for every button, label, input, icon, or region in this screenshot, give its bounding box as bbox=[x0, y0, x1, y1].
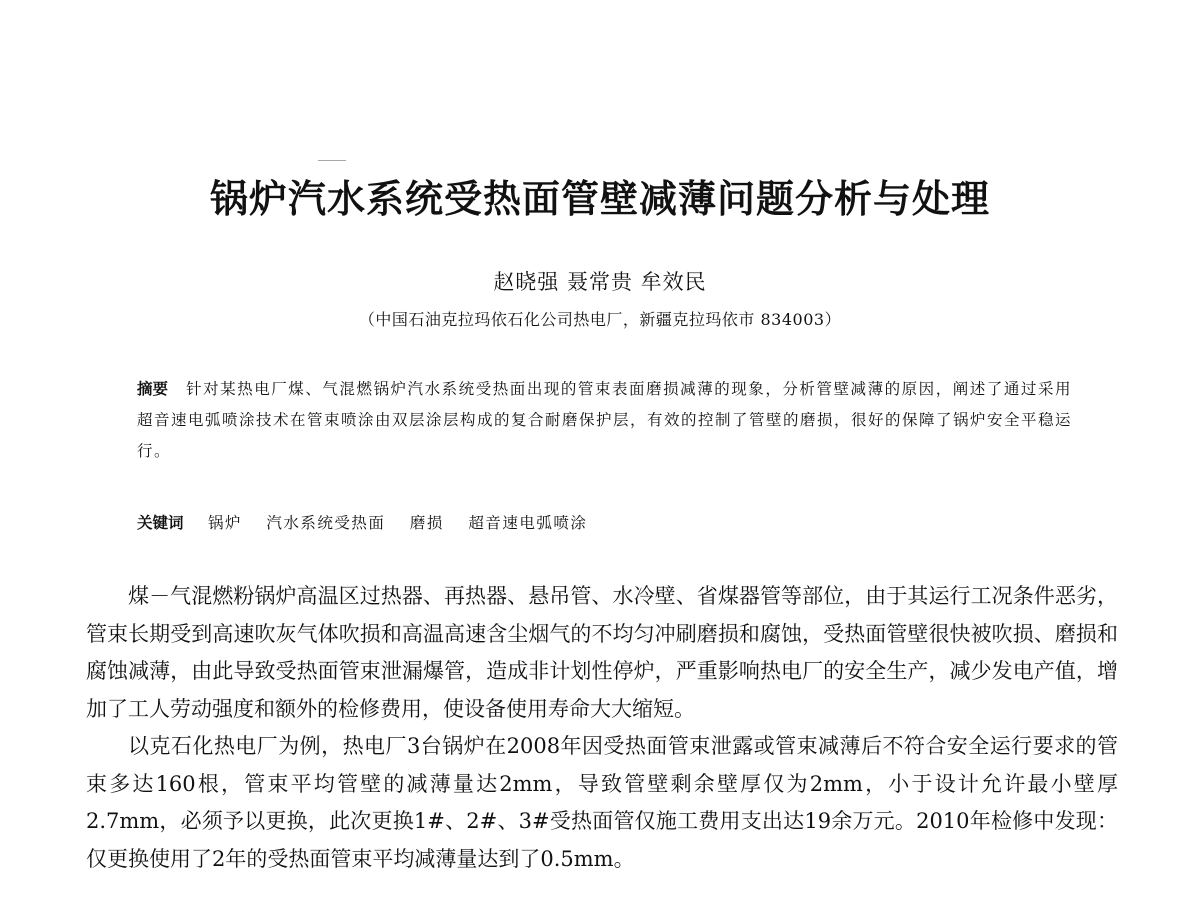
paper-affiliation: （中国石油克拉玛依石化公司热电厂，新疆克拉玛依市 834003） bbox=[358, 310, 842, 329]
keyword: 锅炉 bbox=[207, 514, 242, 532]
abstract-text: 针对某热电厂煤、气混燃锅炉汽水系统受热面出现的管束表面磨损减薄的现象，分析管壁减薄的原因，阐述了通过采用超音速电弧喷涂技术在管束喷涂由双层涂层构成的复合耐磨保护层，有效的控制了管壁的磨损，很好的保障了锅炉安全平稳运行。 bbox=[137, 380, 1073, 460]
body-paragraph: 煤－气混燃粉锅炉高温区过热器、再热器、悬吊管、水冷壁、省煤器管等部位，由于其运行工况条件恶劣，管束长期受到高速吹灰气体吹损和高温高速含尘烟气的不均匀冲刷磨损和腐蚀，受热面管壁很快被吹损、磨损和腐蚀减薄，由此导致受热面管束泄漏爆管，造成非计划性停炉，严重影响热电厂的安全生产，减少发电产值，增加了工人劳动强度和额外的检修费用，使设备使用寿命大大缩短。 bbox=[86, 584, 1118, 721]
paper-authors: 赵晓强 聂常贵 牟效民 bbox=[493, 270, 707, 294]
abstract-label: 摘要 bbox=[137, 380, 169, 398]
abstract bbox=[137, 374, 1072, 467]
keyword: 汽水系统受热面 bbox=[266, 514, 386, 532]
keyword: 超音速电弧喷涂 bbox=[468, 514, 588, 532]
keywords bbox=[137, 511, 1072, 533]
keywords-label: 关键词 bbox=[137, 514, 184, 532]
paper-title: 锅炉汽水系统受热面管壁减薄问题分析与处理 bbox=[209, 177, 990, 221]
keyword: 磨损 bbox=[409, 514, 444, 532]
body-text bbox=[86, 578, 1118, 878]
scan-speck bbox=[318, 160, 346, 161]
body-paragraph: 以克石化热电厂为例，热电厂3台锅炉在2008年因受热面管束泄露或管束减薄后不符合安全运行要求的管束多达160根，管束平均管壁的减薄量达2mm，导致管壁剩余壁厚仅为2mm，小于设计允许最小壁厚2.7mm，必须予以更换，此次更换1#、2#、3#受热面管仅施工费用支出达19余万元。2010年检修中发现：仅更换使用了2年的受热面管束平均减薄量达到了0.5mm。 bbox=[86, 734, 1118, 871]
